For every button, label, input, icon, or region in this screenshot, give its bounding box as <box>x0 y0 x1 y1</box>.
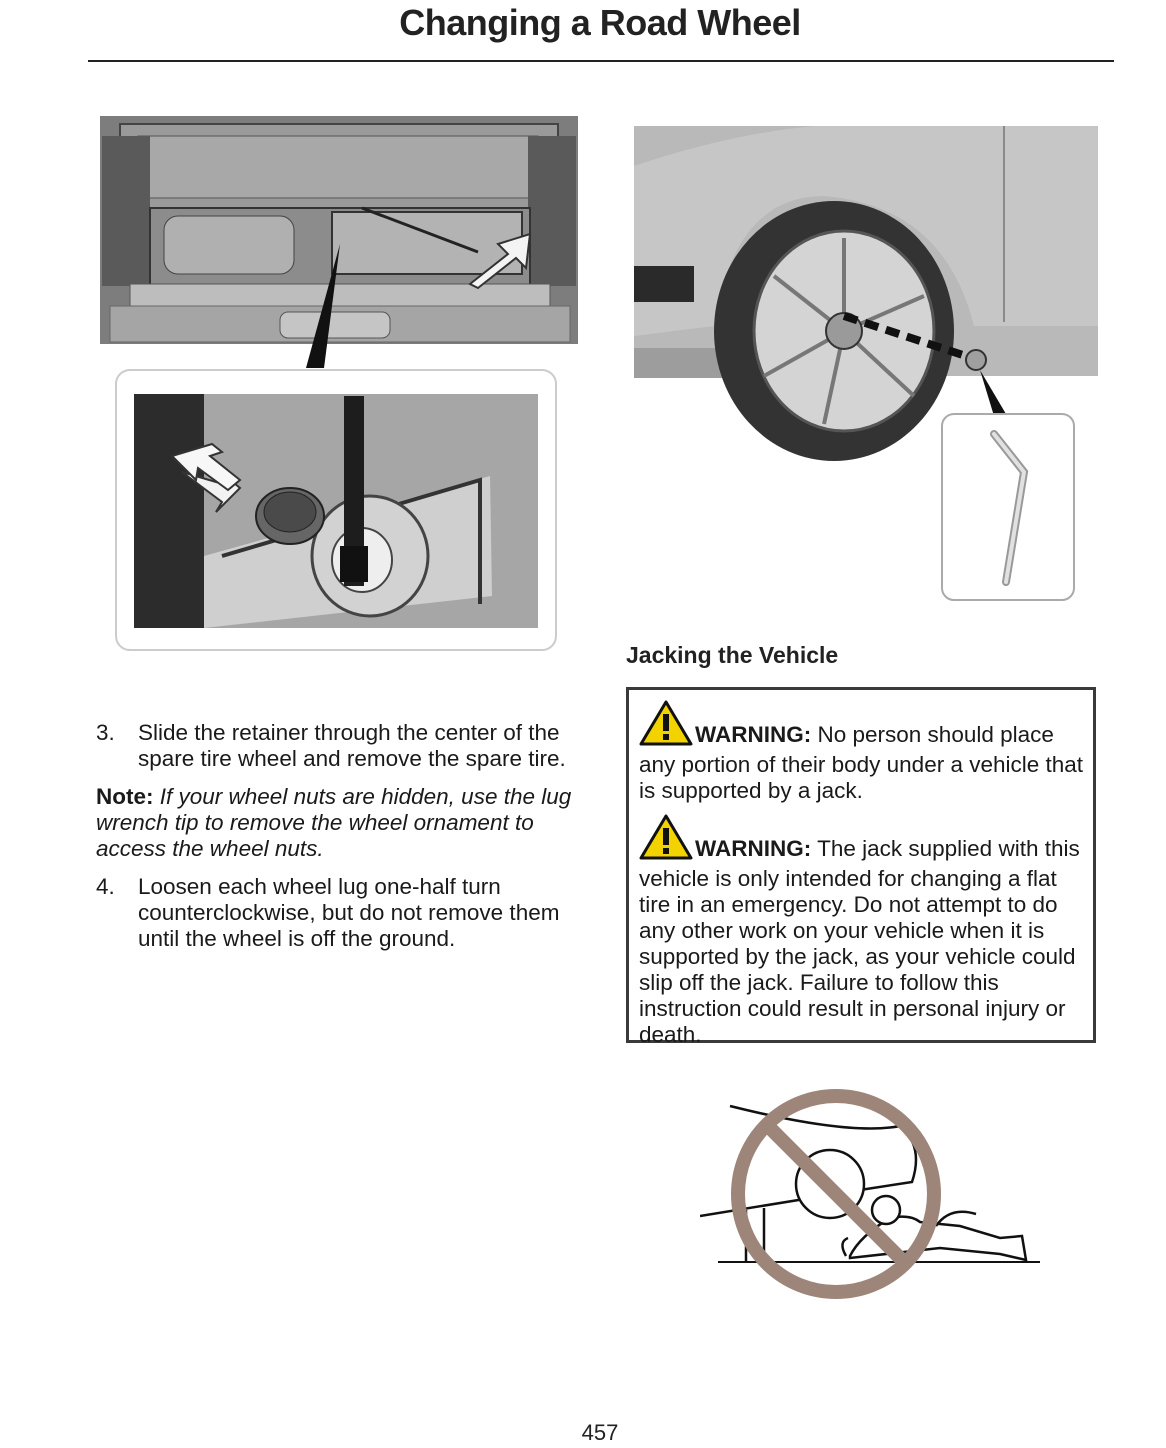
page-number: 457 <box>581 1420 619 1445</box>
warning-label: WARNING: <box>695 836 812 861</box>
step-text: Slide the retainer through the center of the spare tire wheel and remove the spare tire. <box>138 720 566 771</box>
page-title: Changing a Road Wheel <box>399 2 801 43</box>
step-3 <box>96 720 584 772</box>
warning-text: No person should place any portion of their body under a vehicle that is supported by a jack. <box>639 722 1084 803</box>
warning-triangle-icon <box>639 700 693 752</box>
warning-2 <box>639 814 1089 1048</box>
title-rule <box>88 60 1114 62</box>
warning-text: The jack supplied with this vehicle is only intended for changing a flat tire in an emergency. Do not attempt to do any other work on your vehicle when it is supported by the jack, as your vehicle could slip off the jack. Failure to follow this instruction could result in personal injury or death. <box>639 836 1080 1047</box>
section-heading: Jacking the Vehicle <box>626 642 839 668</box>
no-person-under-vehicle-illustration <box>700 1086 1050 1306</box>
step-4 <box>96 874 584 952</box>
step-number: 3. <box>96 720 115 745</box>
step-number: 4. <box>96 874 115 899</box>
note-label: Note: <box>96 784 154 809</box>
step-text: Loosen each wheel lug one-half turn counterclockwise, but do not remove them until the wheel is off the ground. <box>138 874 560 951</box>
warning-1 <box>639 700 1089 804</box>
warning-label: WARNING: <box>695 722 812 747</box>
note-text: If your wheel nuts are hidden, use the lug wrench tip to remove the wheel ornament to access the wheel nuts. <box>96 784 572 861</box>
note <box>96 784 584 862</box>
instruction-steps <box>96 720 584 964</box>
cargo-area-illustration <box>100 116 580 656</box>
warning-box <box>626 687 1096 1047</box>
wheel-lug-wrench-illustration <box>634 126 1100 606</box>
warning-triangle-icon <box>639 814 693 866</box>
